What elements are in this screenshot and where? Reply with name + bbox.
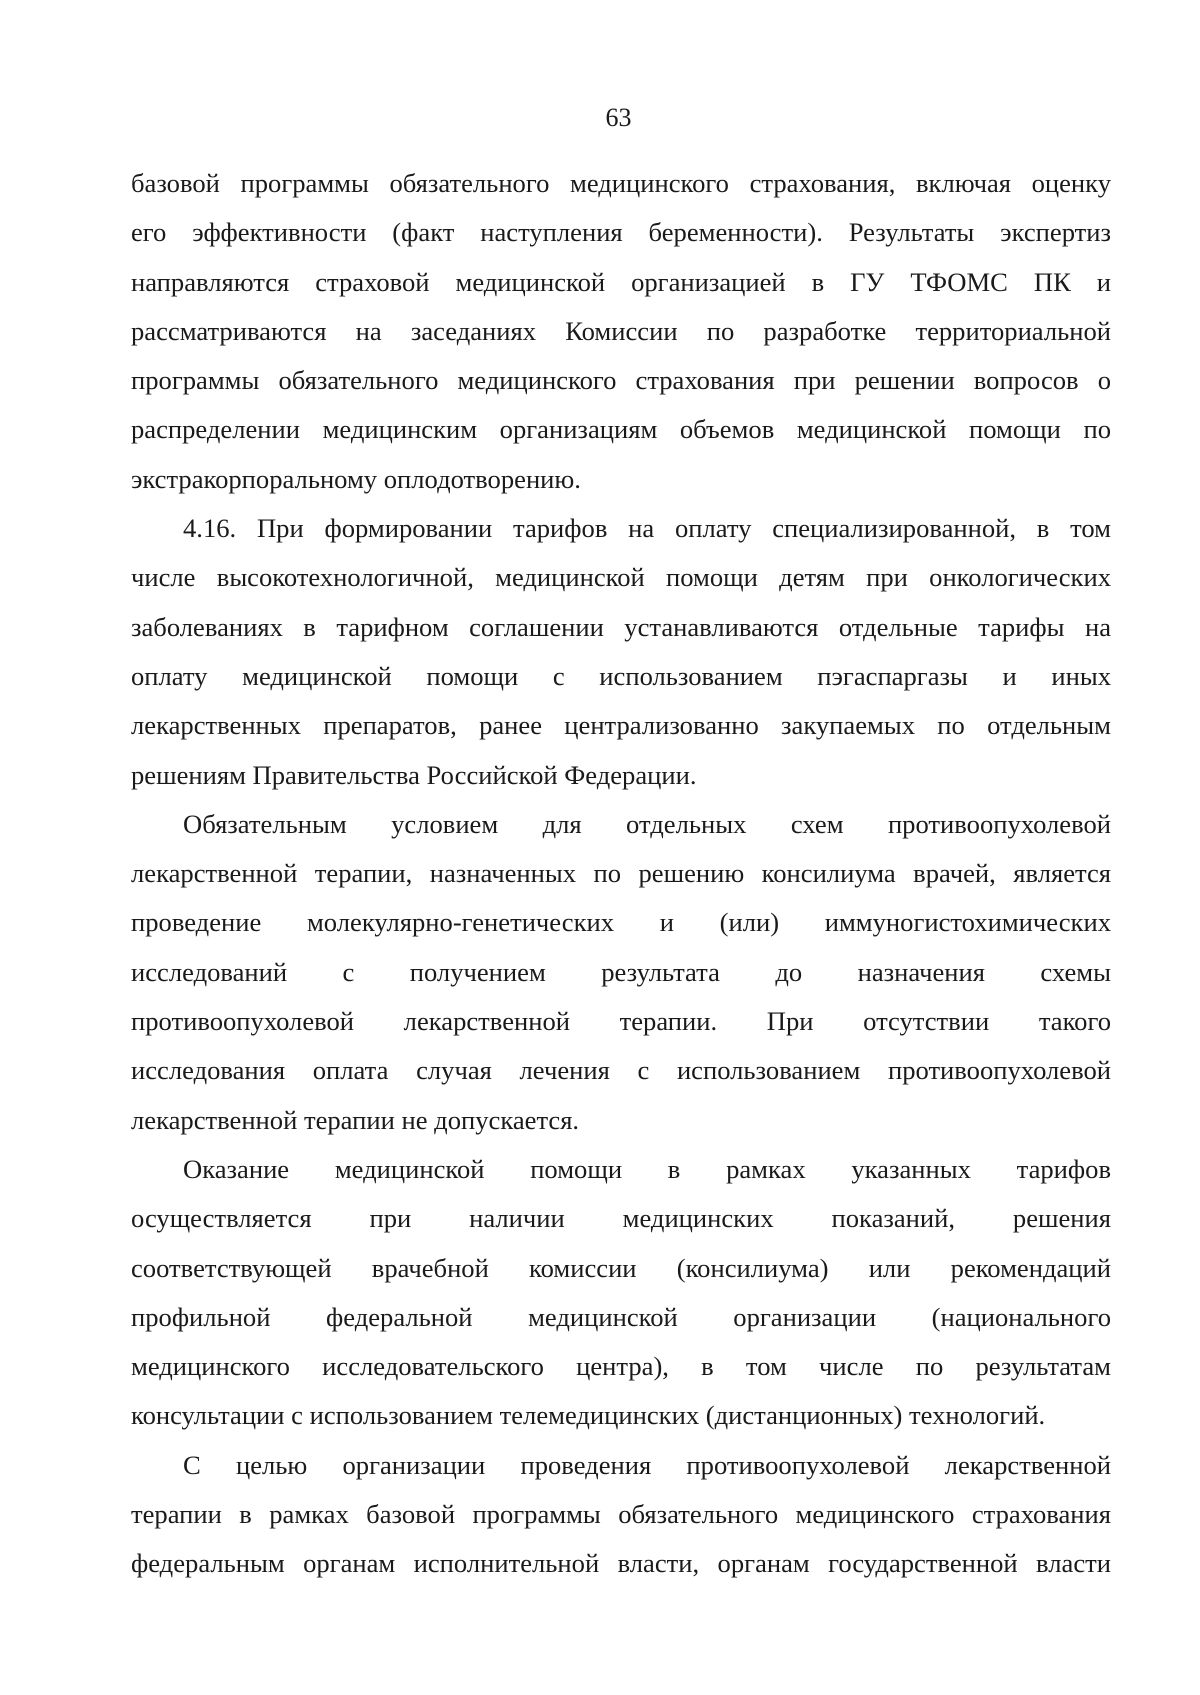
text-line: заболеваниях в тарифном соглашении устанавливаются отдельные тарифы на bbox=[131, 611, 1111, 642]
paragraph-p3 bbox=[131, 800, 1111, 1145]
paragraph-p4 bbox=[131, 1145, 1111, 1441]
text-line: лекарственных препаратов, ранее централизованно закупаемых по отдельным bbox=[131, 710, 1111, 741]
text-line: исследований с получением результата до назначения схемы bbox=[131, 956, 1111, 987]
text-line: проведение молекулярно-генетических и (или) иммуногистохимических bbox=[131, 907, 1111, 938]
text-line: осуществляется при наличии медицинских показаний, решения bbox=[131, 1203, 1111, 1234]
text-line: его эффективности (факт наступления беременности). Результаты экспертиз bbox=[131, 217, 1111, 248]
text-line: противоопухолевой лекарственной терапии. При отсутствии такого bbox=[131, 1006, 1111, 1037]
text-line: 4.16. При формировании тарифов на оплату специализированной, в том bbox=[183, 513, 1111, 544]
text-line: консультации с использованием телемедицинских (дистанционных) технологий. bbox=[131, 1400, 1046, 1431]
text-line: С целью организации проведения противоопухолевой лекарственной bbox=[183, 1449, 1111, 1480]
paragraph-p5 bbox=[131, 1441, 1111, 1589]
text-line: терапии в рамках базовой программы обязательного медицинского страхования bbox=[131, 1499, 1111, 1530]
text-line: медицинского исследовательского центра), в том числе по результатам bbox=[131, 1351, 1111, 1382]
text-line: федеральным органам исполнительной власти, органам государственной власти bbox=[131, 1548, 1111, 1579]
text-line: лекарственной терапии, назначенных по решению консилиума врачей, является bbox=[131, 858, 1111, 889]
text-line: Обязательным условием для отдельных схем противоопухолевой bbox=[183, 808, 1111, 839]
text-line: лекарственной терапии не допускается. bbox=[131, 1104, 580, 1135]
text-line: решениям Правительства Российской Федерации. bbox=[131, 759, 697, 790]
paragraph-p2 bbox=[131, 504, 1111, 800]
text-line: числе высокотехнологичной, медицинской помощи детям при онкологических bbox=[131, 562, 1111, 593]
page-number: 63 bbox=[605, 103, 632, 132]
text-line: исследования оплата случая лечения с использованием противоопухолевой bbox=[131, 1055, 1111, 1086]
text-line: базовой программы обязательного медицинского страхования, включая оценку bbox=[131, 168, 1111, 198]
text-line: Оказание медицинской помощи в рамках указанных тарифов bbox=[183, 1153, 1111, 1184]
text-line: экстракорпоральному оплодотворению. bbox=[131, 463, 581, 494]
paragraph-p1 bbox=[131, 159, 1111, 504]
text-line: распределении медицинским организациям объемов медицинской помощи по bbox=[131, 414, 1111, 445]
text-line: рассматриваются на заседаниях Комиссии по разработке территориальной bbox=[131, 315, 1111, 346]
text-line: профильной федеральной медицинской организации (национального bbox=[131, 1301, 1111, 1332]
text-line: направляются страховой медицинской организацией в ГУ ТФОМС ПК и bbox=[131, 266, 1111, 297]
text-line: программы обязательного медицинского страхования при решении вопросов о bbox=[131, 365, 1111, 396]
document-body bbox=[131, 159, 1111, 1589]
text-line: соответствующей врачебной комиссии (консилиума) или рекомендаций bbox=[131, 1252, 1111, 1283]
text-line: оплату медицинской помощи с использованием пэгаспаргазы и иных bbox=[131, 660, 1111, 691]
